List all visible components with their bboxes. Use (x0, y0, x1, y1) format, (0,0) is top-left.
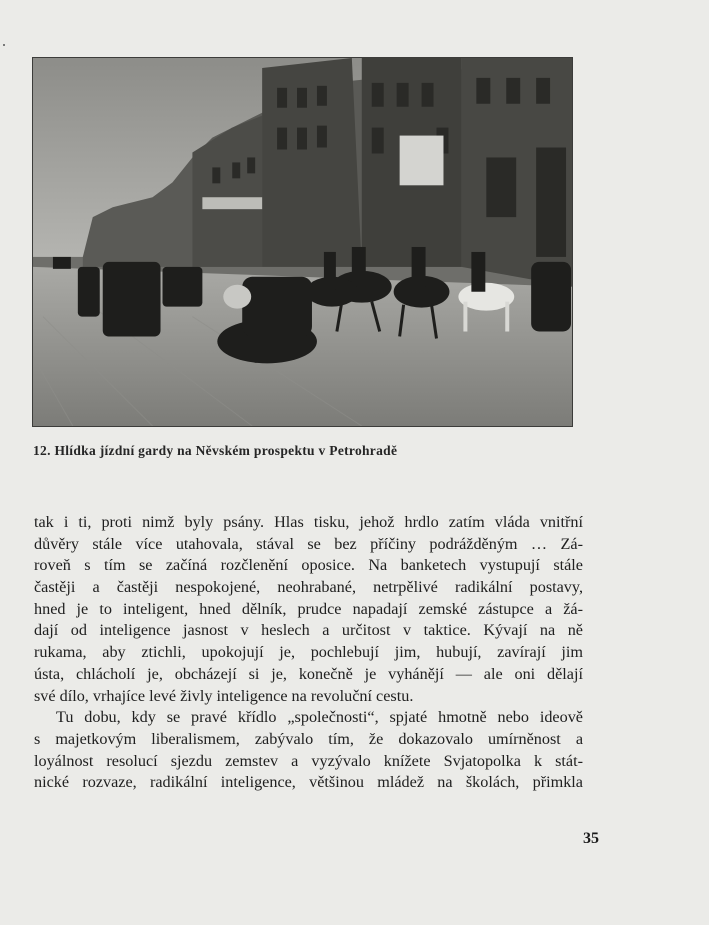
text-line: rukama, aby ztichli, upokojují je, pochlebují jim, hubují, zavírají jim (34, 643, 583, 662)
text-line: tak i ti, proti nimž byly psány. Hlas tisku, jehož hrdlo zatím vláda vnitřní (34, 513, 583, 531)
figure-photo (32, 57, 573, 427)
figure-caption: 12. Hlídka jízdní gardy na Něvském prospektu v Petrohradě (33, 443, 398, 458)
text-line: nické rozvaze, radikální inteligence, většinou mládež na školách, přimkla (34, 773, 583, 792)
text-line: dají od inteligence jasnost v heslech a určitost v taktice. Kývají na ně (34, 621, 583, 640)
text-line: roveň s tím se začíná rozčlenění oposice. Na banketech vystupují stále (34, 556, 583, 575)
page-speck (3, 44, 5, 46)
text-line: častěji a častěji nespokojené, neohrabané, netrpělivé radikální postavy, (34, 578, 583, 597)
text-line: Tu dobu, kdy se pravé křídlo „společnosti“, spjaté hmotně nebo ideově (56, 708, 583, 727)
body-text (34, 512, 583, 794)
text-line: hned je to inteligent, hned dělník, prudce napadají zemské zástupce a žá- (34, 599, 583, 618)
text-line: loyálnost resolucí sjezdu zemstev a vyzývalo knížete Svjatopolka k stát- (34, 751, 583, 770)
photo-icon (33, 58, 572, 426)
text-line: své dílo, vrhajíce levé živly inteligence na revoluční cestu. (34, 686, 414, 705)
text-line: důvěry stále více utahovala, stával se bez příčiny podrážděným … Zá- (34, 534, 583, 553)
text-line: ústa, chlácholí je, obcházejí si je, konečně je vyhánějí — ale oni dělají (34, 664, 583, 683)
text-line: s majetkovým liberalismem, zabývalo tím, že dokazovalo umírněnost a (34, 729, 583, 748)
page-number: 35 (583, 830, 599, 847)
